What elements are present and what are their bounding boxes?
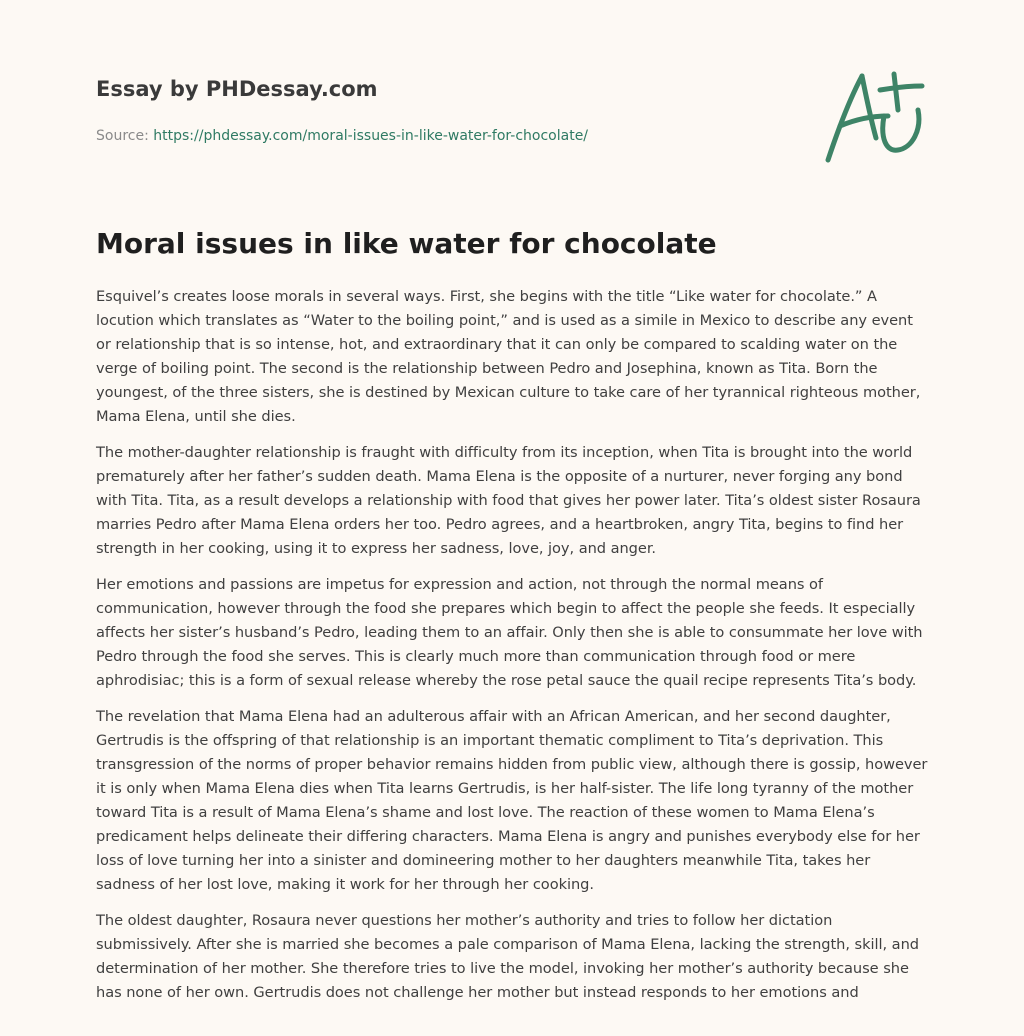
essay-paragraph: Her emotions and passions are impetus for expression and action, not through the normal means of communication, however through the food she prepares which begin to affect the people she feeds. It especially affects her sister’s husband’s Pedro, leading them to an affair. Only then she is able to consummate her love with Pedro through the food she serves. This is clearly much more than communication through food or mere aphrodisiac; this is a form of sexual release whereby the rose petal sauce the quail recipe represents Tita’s body. bbox=[96, 576, 923, 689]
site-brand: Essay by PHDessay.com bbox=[96, 77, 378, 101]
essay-body bbox=[96, 285, 930, 1017]
essay-paragraph: The mother-daughter relationship is fraught with difficulty from its inception, when Tita is brought into the world prematurely after her father’s sudden death. Mama Elena is the opposite of a nurturer, never forging any bond with Tita. Tita, as a result develops a relationship with food that gives her power later. Tita’s oldest sister Rosaura marries Pedro after Mama Elena orders her too. Pedro agrees, and a heartbroken, angry Tita, begins to find her strength in her cooking, using it to express her sadness, love, joy, and anger. bbox=[96, 444, 921, 557]
essay-title: Moral issues in like water for chocolate bbox=[96, 227, 717, 260]
essay-paragraph: The revelation that Mama Elena had an adulterous affair with an African American, and her second daughter, Gertrudis is the offspring of that relationship is an important thematic compliment to Tita’s deprivation. This transgression of the norms of proper behavior remains hidden from public view, although there is gossip, however it is only when Mama Elena dies when Tita learns Gertrudis, is her half-sister. The life long tyranny of the mother toward Tita is a result of Mama Elena’s shame and lost love. The reaction of these women to Mama Elena’s predicament helps delineate their differing characters. Mama Elena is angry and punishes everybody else for her loss of love turning her into a sinister and domineering mother to her daughters meanwhile Tita, takes her sadness of her lost love, making it work for her through her cooking. bbox=[96, 708, 928, 893]
essay-header bbox=[96, 74, 796, 146]
source-link[interactable]: https://phdessay.com/moral-issues-in-like-water-for-chocolate/ bbox=[153, 128, 589, 144]
essay-paragraph: Esquivel’s creates loose morals in several ways. First, she begins with the title “Like water for chocolate.” A locution which translates as “Water to the boiling point,” and is used as a simile in Mexico to describe any event or relationship that is so intense, hot, and extraordinary that it can only be compared to scalding water on the verge of boiling point. The second is the relationship between Pedro and Josephina, known as Tita. Born the youngest, of the three sisters, she is destined by Mexican culture to take care of her tyrannical righteous mother, Mama Elena, until she dies. bbox=[96, 288, 921, 425]
a-plus-grade-icon bbox=[818, 66, 934, 168]
source-line bbox=[96, 126, 796, 146]
source-label: Source: bbox=[96, 128, 149, 144]
essay-paragraph: The oldest daughter, Rosaura never questions her mother’s authority and tries to follow her dictation submissively. After she is married she becomes a pale comparison of Mama Elena, lacking the strength, skill, and determination of her mother. She therefore tries to live the model, invoking her mother’s authority because she has none of her own. Gertrudis does not challenge her mother but instead responds to her emotions and bbox=[96, 912, 919, 1001]
